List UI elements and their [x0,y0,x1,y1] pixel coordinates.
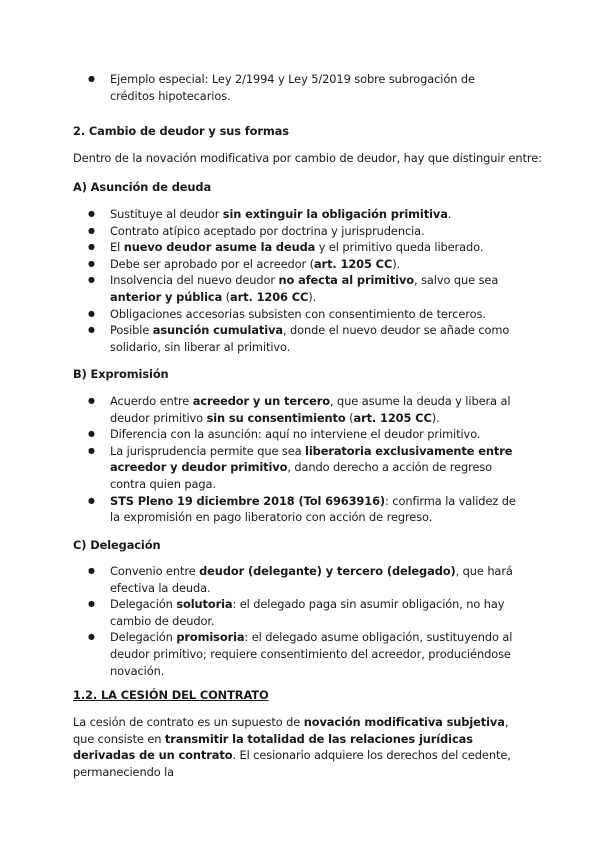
text-run: , salvo que sea [414,273,499,288]
bullet-item [0,306,600,323]
bullet-item [0,71,600,104]
bullet-item [0,322,600,355]
bullet-item [0,256,600,273]
bullet-item [0,239,600,256]
text-run: ( [222,289,231,304]
bold-text: transmitir la totalidad de las relaciones jurídicas derivadas de un contrato [73,731,473,763]
section-heading-1-2: 1.2. LA CESIÓN DEL CONTRATO [73,688,269,702]
bold-text: art. 1206 CC [230,289,309,304]
text-run: Acuerdo entre [110,394,193,408]
text-run: : el delegado asume obligación, sustituyendo al deudor primitivo; requiere consentimiento del acreedor, produciéndose novación. [110,630,513,678]
section-b-title: B) Expromisión [73,367,169,381]
bold-text: STS Pleno 19 diciembre 2018 (Tol 6963916) [110,493,386,508]
bold-text: promisoria [176,630,245,645]
text-run: Debe ser aprobado por el acreedor ( [110,256,314,271]
text-run: : el delegado paga sin asumir obligación, no hay cambio de deudor. [110,597,505,628]
intro-paragraph: Dentro de la novación modificativa por cambio de deudor, hay que distinguir entre: [73,151,542,165]
section-heading-2: 2. Cambio de deudor y sus formas [73,124,289,138]
bullet-item [0,493,600,526]
text-run: ). [308,289,317,304]
bold-text: novación modificativa subjetiva [303,715,505,729]
text-run: . [447,207,452,221]
text-run: ). [431,410,440,425]
text-run: La jurisprudencia permite que sea [110,443,306,458]
bullet-item [0,426,600,443]
bold-text: nuevo deudor asume la deuda [123,240,316,255]
text-run: Ejemplo especial: Ley 2/1994 y Ley 5/2019 sobre subrogación de créditos hipotecarios. [110,72,475,103]
bullet-item [0,206,600,223]
bold-text: anterior y pública [110,289,223,304]
bullet-item [0,563,600,596]
bold-text: no afecta al primitivo [278,273,415,288]
bold-text: sin su consentimiento [206,410,346,425]
text-run: . El cesionario adquiere los derechos del cedente, permaneciendo la [73,748,511,779]
text-run: , que hará efectiva la deuda. [110,564,513,595]
text-run: , que asume la deuda y libera al deudor primitivo [110,394,511,425]
bullet-item [0,223,600,240]
bullet-item [0,596,600,629]
text-run: Contrato atípico aceptado por doctrina y jurisprudencia. [110,223,425,238]
text-run: Posible [110,323,153,338]
closing-paragraph [73,714,523,780]
text-run: Convenio entre [110,564,200,578]
text-run: , que consiste en [73,715,509,746]
text-run: , donde el nuevo deudor se añade como solidario, sin liberar al primitivo. [110,323,510,354]
text-run: Sustituye al deudor [110,207,223,221]
bold-text: sin extinguir la obligación primitiva [222,207,448,221]
text-run: Delegación [110,597,177,612]
bullet-item [0,443,600,493]
section-c-title: C) Delegación [73,538,161,552]
bullet-item [0,272,600,305]
bold-text: liberatoria exclusivamente entre acreedor y deudor primitivo [110,443,513,475]
text-run: y el primitivo queda liberado. [315,240,484,255]
bold-text: acreedor y un tercero [192,394,331,408]
text-run: Diferencia con la asunción: aquí no interviene el deudor primitivo. [110,427,481,442]
section-c-bullet-list [0,563,600,679]
bold-text: solutoria [176,597,233,612]
text-run: Obligaciones accesorias subsisten con consentimiento de terceros. [110,306,486,321]
text-run: Delegación [110,630,177,645]
text-run: ( [345,410,354,425]
text-run: Insolvencia del nuevo deudor [110,273,279,288]
bullet-item [0,629,600,679]
bold-text: deudor (delegante) y tercero (delegado) [199,564,456,578]
text-run: : confirma la validez de la expromisión en pago liberatorio con acción de regreso. [110,493,516,525]
bullet-item [0,393,600,426]
text-run: El [110,240,124,255]
intro-bullet-list [0,71,600,104]
section-b-bullet-list [0,393,600,526]
section-a-bullet-list [0,206,600,355]
bold-text: art. 1205 CC [353,410,432,425]
text-run: ). [392,256,401,271]
text-run: La cesión de contrato es un supuesto de [73,715,304,729]
bold-text: asunción cumulativa [152,323,283,338]
section-a-title: A) Asunción de deuda [73,180,212,194]
bold-text: art. 1205 CC [313,256,393,271]
text-run: , dando derecho a acción de regreso contra quien paga. [110,460,493,491]
